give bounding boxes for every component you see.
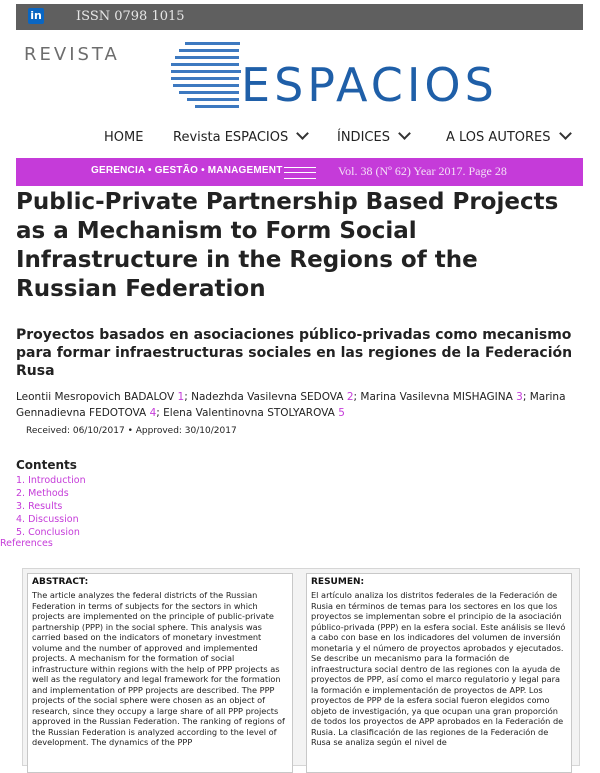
author-ref-link[interactable]: 2	[346, 391, 354, 403]
contents-link-introduction[interactable]: 1. Introduction	[16, 475, 86, 486]
nav-indices[interactable]	[337, 130, 409, 145]
nav-home[interactable]: HOME	[104, 130, 144, 145]
resumen-text: El artículo analiza los distritos federales de la Federación de Rusia en términos de temas para los sectores en los que los proyectos se implementan sobre el principio de la asociación público-privada (PPP) en la esfera social. Este análisis se llevó a cabo con base en los indicadores del volumen de inversión monetaria y el número de proyectos aprobados y ejecutados. Se describe un mecanismo para la formación de infraestructura social dentro de las regiones con la ayuda de proyectos de PPP, así como el marco regulatorio y legal para la formación e implementación de proyectos de APP. Los proyectos de PPP de la esfera social fueron elegidos como objeto de investigación, ya que ocupan una gran proporción de todos los proyectos de APP aprobados en la Federación de Rusia. La clasificación de las regiones de la Federación de Rusa se analiza según el nivel de	[311, 590, 566, 747]
logo-revista-text: REVISTA	[24, 44, 120, 65]
author-name: Nadezhda Vasilevna SEDOVA	[191, 391, 344, 403]
contents-heading: Contents	[16, 458, 77, 472]
received-approved-dates: Received: 06/10/2017 • Approved: 30/10/2017	[26, 426, 237, 436]
nav-revista-espacios[interactable]	[173, 130, 307, 145]
abstracts-panel	[22, 568, 580, 766]
revista-espacios-logo[interactable]	[16, 36, 583, 116]
author-name: Elena Valentinovna STOLYAROVA	[163, 407, 335, 419]
article-subtitle: Proyectos basados en asociaciones público-privadas como mecanismo para formar infraestructuras sociales en las regiones de la Federación Rusa	[16, 327, 573, 379]
top-bar	[16, 4, 583, 30]
issn-label: ISSN 0798 1015	[76, 9, 185, 24]
author-name: Marina Gennadievna FEDOTOVA	[16, 391, 566, 419]
author-name: Marina Vasilevna MISHAGINA	[360, 391, 513, 403]
author-ref-link[interactable]: 5	[338, 407, 345, 419]
section-label: GERENCIA • GESTÃO • MANAGEMENT	[91, 165, 283, 176]
contents-link-results[interactable]: 3. Results	[16, 501, 63, 512]
chevron-down-icon	[559, 127, 572, 140]
author-ref-link[interactable]: 1	[177, 391, 185, 403]
contents-link-methods[interactable]: 2. Methods	[16, 488, 69, 499]
volume-label: Vol. 38 (Nº 62) Year 2017. Page 28	[338, 164, 507, 178]
logo-espacios-text: ESPACIOS	[241, 58, 498, 112]
logo-stripes-graphic	[171, 40, 241, 110]
contents-link-conclusion[interactable]: 5. Conclusion	[16, 527, 80, 538]
author-name: Leontii Mesropovich BADALOV	[16, 391, 175, 403]
author-ref-link[interactable]: 3	[516, 391, 523, 403]
resumen-box	[306, 573, 572, 773]
resumen-heading: RESUMEN:	[311, 577, 365, 587]
contents-link-references[interactable]: References	[0, 538, 53, 549]
main-nav	[16, 124, 583, 152]
linkedin-icon[interactable]: in	[28, 8, 44, 24]
contents-link-discussion[interactable]: 4. Discussion	[16, 514, 79, 525]
section-band	[16, 158, 583, 186]
nav-indices-label: ÍNDICES	[337, 130, 390, 145]
abstract-text: The article analyzes the federal districts of the Russian Federation in terms of subjects for the sectors in which projects are implemented on the principle of public-private partnership (PPP) in the social sphere. This analysis was carried based on the indicators of monetary investment volume and the number of approved and implemented projects. A mechanism for the formation of social infrastructure within regions with the help of PPP projects as well as the regulatory and legal framework for the formation and implementation of PPP projects are described. The PPP projects of the social sphere were chosen as an object of research, since they occupy a large share of all PPP projects approved in the Russian Federation. The ranking of regions of the Russian Federation is analyzed according to the level of development. The dynamics of the PPP	[32, 590, 285, 747]
nav-a-los-autores[interactable]	[446, 130, 570, 145]
chevron-down-icon	[398, 127, 411, 140]
author-list: Leontii Mesropovich BADALOV 1; Nadezhda Vasilevna SEDOVA 2; Marina Vasilevna MISHAGINA 3; Marina Gennadievna FEDOTOVA 4; Elena Valentinovna STOLYAROVA 5	[16, 391, 566, 419]
abstract-box	[27, 573, 293, 773]
nav-autores-label: A LOS AUTORES	[446, 130, 551, 145]
abstract-heading: ABSTRACT:	[32, 577, 89, 587]
chevron-down-icon	[296, 127, 309, 140]
band-lines-decoration	[284, 167, 316, 179]
author-ref-link[interactable]: 4	[149, 407, 157, 419]
contents-list	[16, 474, 86, 539]
article-title: Public-Private Partnership Based Projects as a Mechanism to Form Social Infrastructure in the Regions of the Russian Federation	[16, 189, 559, 302]
nav-revista-label: Revista ESPACIOS	[173, 130, 289, 145]
